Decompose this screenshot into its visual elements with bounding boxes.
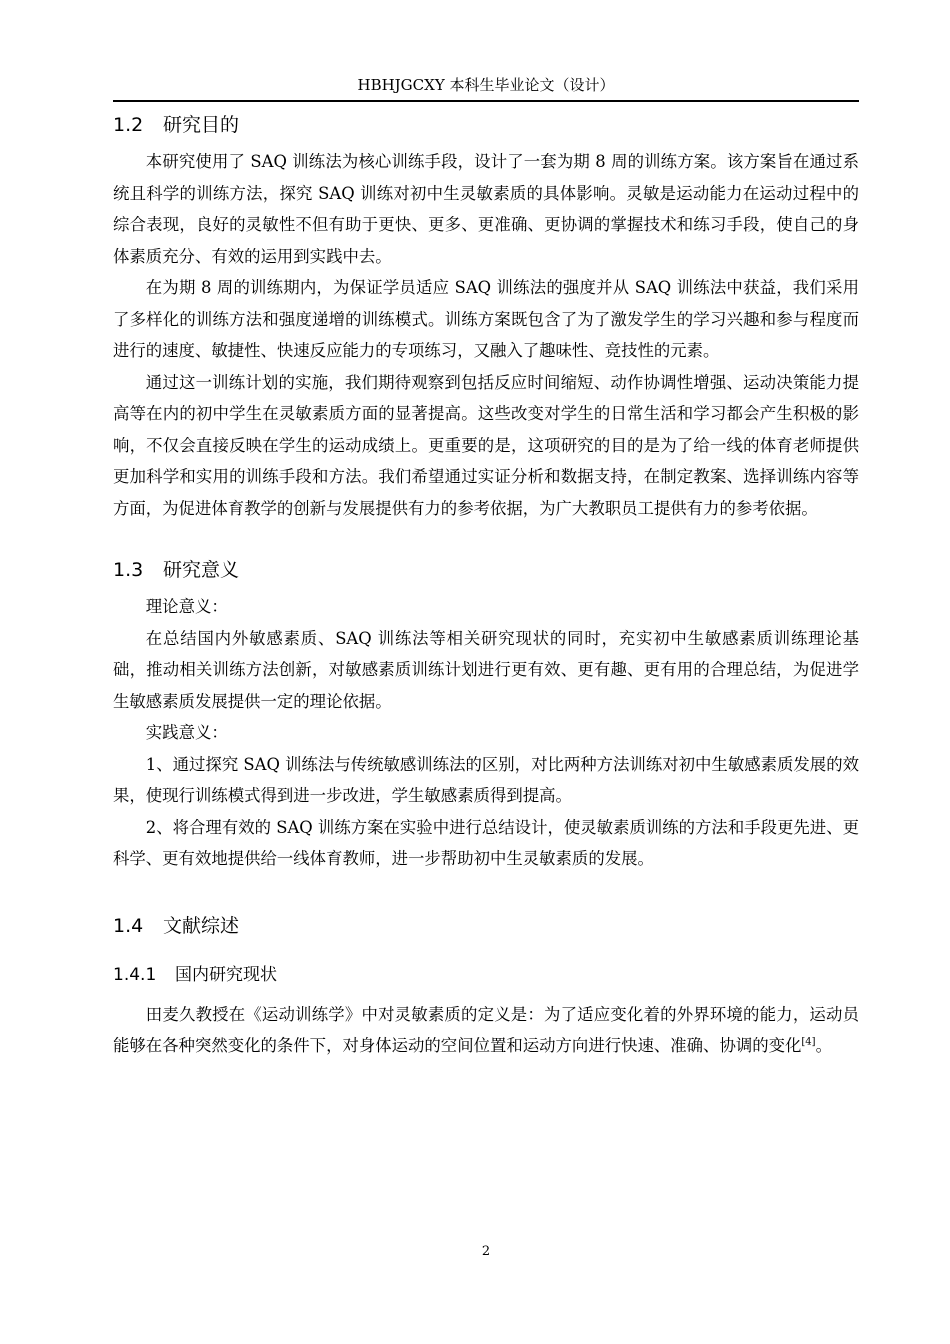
section-heading-1-4	[113, 913, 859, 939]
paragraph: 通过这一训练计划的实施，我们期待观察到包括反应时间缩短、动作协调性增强、运动决策能力提高等在内的初中学生在灵敏素质方面的显著提高。这些改变对学生的日常生活和学习都会产生积极的影响，不仅会直接反映在学生的运动成绩上。更重要的是，这项研究的目的是为了给一线的体育老师提供更加科学和实用的训练手段和方法。我们希望通过实证分析和数据支持，在制定教案、选择训练内容等方面，为促进体育教学的创新与发展提供有力的参考依据，为广大教职员工提供有力的参考依据。	[113, 372, 859, 518]
paragraph: 实践意义：	[145, 723, 228, 742]
section-heading-1-3	[113, 557, 859, 583]
citation: [4]	[801, 1036, 816, 1048]
paragraph: 在为期 8 周的训练期内，为保证学员适应 SAQ 训练法的强度并从 SAQ 训练法中获益，我们采用了多样化的训练方法和强度递增的训练模式。训练方案既包含了为了激发学生的学习兴趣和参与程度而进行的速度、敏捷性、快速反应能力的专项练习，又融入了趣味性、竞技性的元素。	[113, 278, 859, 360]
subsection-heading-1-4-1	[113, 963, 859, 987]
paragraph: 本研究使用了 SAQ 训练法为核心训练手段，设计了一套为期 8 周的训练方案。该方案旨在通过系统且科学的训练方法，探究 SAQ 训练对初中生灵敏素质的具体影响。灵敏是运动能力在运动过程中的综合表现，良好的灵敏性不但有助于更快、更多、更准确、更协调的掌握技术和练习手段，使自己的身体素质充分、有效的运用到实践中去。	[113, 152, 859, 266]
section-number: 1.4	[113, 914, 144, 937]
header-rule	[113, 100, 859, 102]
page-content	[113, 112, 859, 1062]
subsection-number: 1.4.1	[113, 964, 157, 985]
paragraph	[113, 999, 859, 1062]
section-number: 1.2	[113, 114, 144, 136]
section-title: 研究意义	[163, 559, 240, 581]
page-header: HBHJGCXY 本科生毕业论文（设计）	[357, 76, 615, 94]
subsection-title: 国内研究现状	[175, 964, 277, 985]
paragraph-end: 。	[815, 1036, 832, 1055]
section-number: 1.3	[113, 559, 144, 581]
page-number: 2	[481, 1244, 491, 1259]
paragraph: 2、将合理有效的 SAQ 训练方案在实验中进行总结设计，使灵敏素质训练的方法和手段更先进、更科学、更有效地提供给一线体育教师，进一步帮助初中生灵敏素质的发展。	[113, 817, 859, 868]
paragraph: 在总结国内外敏感素质、SAQ 训练法等相关研究现状的同时，充实初中生敏感素质训练理论基础，推动相关训练方法创新，对敏感素质训练计划进行更有效、更有趣、更有用的合理总结，为促进学生敏感素质发展提供一定的理论依据。	[113, 628, 859, 711]
paragraph: 1、通过探究 SAQ 训练法与传统敏感训练法的区别，对比两种方法训练对初中生敏感素质发展的效果，使现行训练模式得到进一步改进，学生敏感素质得到提高。	[113, 754, 859, 805]
paragraph-text: 田麦久教授在《运动训练学》中对灵敏素质的定义是：为了适应变化着的外界环境的能力，运动员能够在各种突然变化的条件下，对身体运动的空间位置和运动方向进行快速、准确、协调的变化	[113, 1004, 859, 1055]
section-heading-1-2	[113, 112, 859, 138]
paragraph: 理论意义：	[145, 597, 228, 616]
section-title: 研究目的	[163, 114, 240, 136]
section-title: 文献综述	[163, 914, 240, 937]
